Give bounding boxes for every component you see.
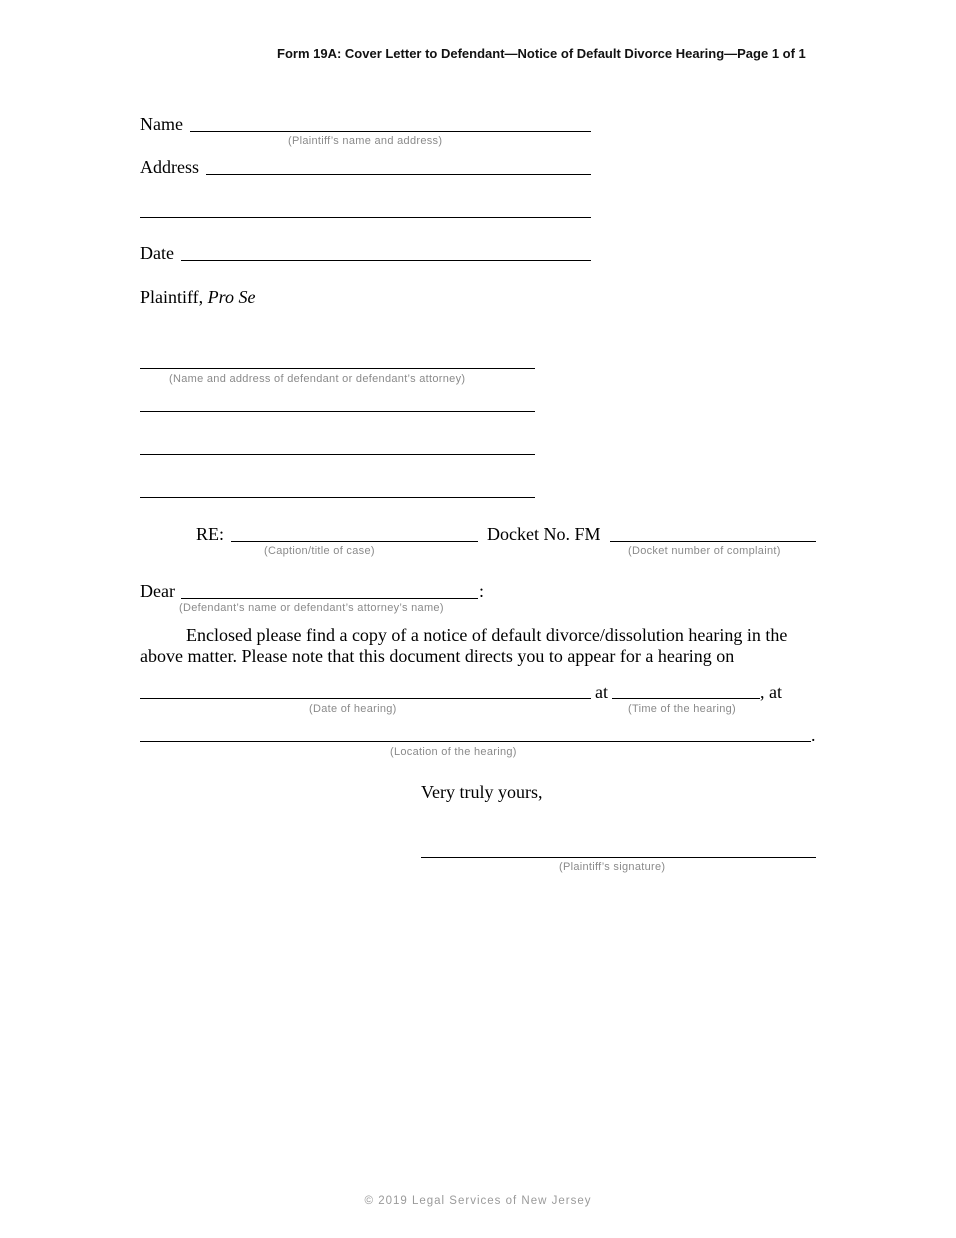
page-header: Form 19A: Cover Letter to Defendant—Notice of Default Divorce Hearing—Page 1 of 1 xyxy=(277,46,806,61)
signature-field[interactable] xyxy=(421,857,816,858)
docket-label: Docket No. FM xyxy=(487,524,601,544)
defendant-address-field-3[interactable] xyxy=(140,454,535,455)
location-period: . xyxy=(811,725,816,745)
copyright-footer: © 2019 Legal Services of New Jersey xyxy=(364,1195,592,1207)
date-field[interactable] xyxy=(181,260,591,261)
defendant-address-field-1[interactable] xyxy=(140,368,535,369)
docket-hint: (Docket number of complaint) xyxy=(628,545,781,557)
dear-colon: : xyxy=(479,581,485,601)
dear-hint: (Defendant’s name or defendant’s attorney’s name) xyxy=(179,602,444,614)
caption-field[interactable] xyxy=(231,541,478,542)
body-line-1: Enclosed please find a copy of a notice of default divorce/dissolution hearing in the xyxy=(186,625,788,645)
at-label-2: , at xyxy=(760,682,782,702)
body-line-2: above matter. Please note that this document directs you to appear for a hearing on xyxy=(140,646,735,666)
defendant-address-field-2[interactable] xyxy=(140,411,535,412)
plaintiff-pro-se xyxy=(140,287,256,308)
hearing-date-field[interactable] xyxy=(140,698,591,699)
hearing-time-hint: (Time of the hearing) xyxy=(628,703,736,715)
plaintiff-role-label: Plaintiff, xyxy=(140,287,204,307)
pro-se-italic: Pro Se xyxy=(207,287,256,307)
address-field-2[interactable] xyxy=(140,217,591,218)
defendant-address-field-4[interactable] xyxy=(140,497,535,498)
closing-text: Very truly yours, xyxy=(421,782,543,802)
at-label: at xyxy=(595,682,608,702)
dear-name-field[interactable] xyxy=(181,598,478,599)
caption-hint: (Caption/title of case) xyxy=(264,545,375,557)
name-field[interactable] xyxy=(190,131,591,132)
dear-label: Dear xyxy=(140,581,175,601)
signature-hint: (Plaintiff’s signature) xyxy=(559,861,666,873)
name-label: Name xyxy=(140,114,183,134)
date-label: Date xyxy=(140,243,174,263)
re-label: RE: xyxy=(196,524,225,544)
hearing-time-field[interactable] xyxy=(612,698,760,699)
name-hint: (Plaintiff’s name and address) xyxy=(288,135,443,147)
address-label: Address xyxy=(140,157,199,177)
docket-field[interactable] xyxy=(610,541,816,542)
hearing-location-field[interactable] xyxy=(140,741,811,742)
defendant-hint: (Name and address of defendant or defendant’s attorney) xyxy=(169,373,466,385)
location-hint: (Location of the hearing) xyxy=(390,746,517,758)
hearing-date-hint: (Date of hearing) xyxy=(309,703,397,715)
address-field-1[interactable] xyxy=(206,174,591,175)
